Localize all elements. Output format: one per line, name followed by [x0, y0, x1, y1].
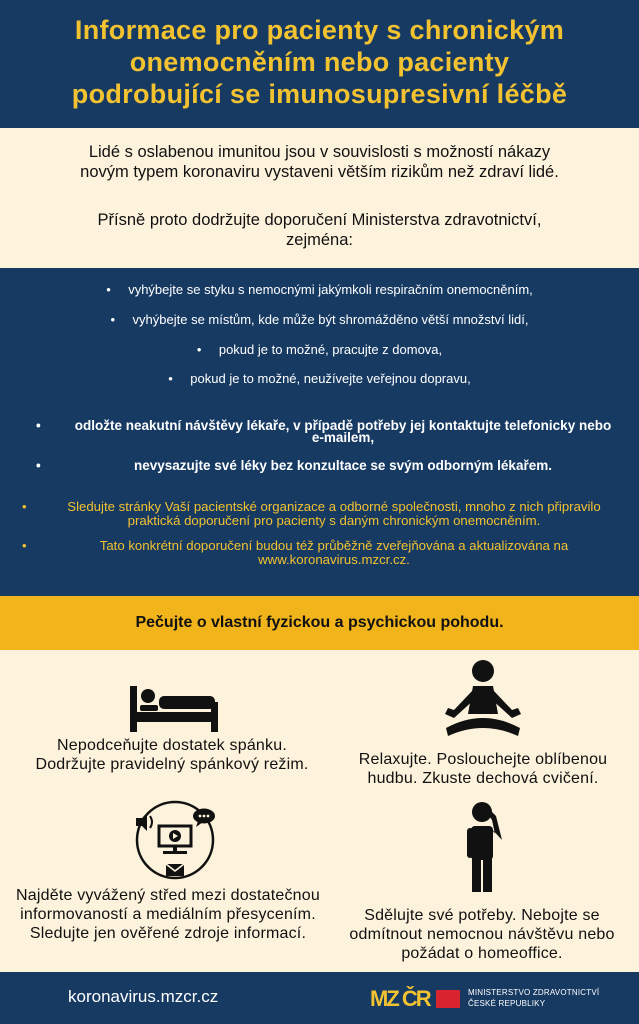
media-tip: Najděte vyvážený střed mezi dostatečnou informovaností a mediálním přesycením. Sledujte jen ověřené zdroje informací. — [16, 887, 320, 942]
intro-call-to-action: Přísně proto dodržujte doporučení Ministerstva zdravotnictví, zejména: — [97, 211, 542, 249]
header-banner — [0, 0, 639, 128]
ministry-logo-icon — [370, 986, 462, 1010]
intro-section — [0, 128, 639, 268]
title-line-3: podrobující se imunosupresivní léčbě — [71, 79, 568, 109]
care-heading: Pečujte o vlastní fyzickou a psychickou pohodu. — [135, 614, 504, 631]
intro-paragraph: Lidé s oslabenou imunitou jsou v souvislosti s možností nákazy novým typem koronaviru vystaveni větším rizikům než zdraví lidé. — [80, 143, 559, 181]
page-title — [0, 0, 639, 110]
sleep-tip: Nepodceňujte dostatek spánku. Dodržujte pravidelný spánkový režim. — [35, 737, 309, 773]
care-heading-band — [0, 596, 639, 650]
thinking-person-icon — [458, 800, 510, 894]
list-item-important: • nevysazujte své léky bez konzultace se svým odborným lékařem. — [36, 458, 552, 473]
care-section — [0, 650, 639, 972]
bed-icon — [128, 680, 220, 734]
list-item: • pokud je to možné, neužívejte veřejnou dopravu, — [168, 371, 471, 386]
list-item: • vyhýbejte se místům, kde může být shromážděno větší množství lidí, — [110, 312, 529, 327]
list-item: • pokud je to možné, pracujte z domova, — [196, 342, 443, 357]
website-link[interactable]: koronavirus.mzcr.cz — [68, 987, 219, 1006]
title-line-2: onemocněním nebo pacienty — [129, 47, 510, 77]
list-item-info: • Tato konkrétní doporučení budou též průběžně zveřejňována a aktualizována na www.koronavirus.mzcr.cz. — [22, 538, 569, 567]
needs-tip: Sdělujte své potřeby. Nebojte se odmítnout nemocnou návštěvu nebo požádat o homeoffice. — [349, 907, 615, 962]
recommendations-list — [0, 268, 639, 596]
media-icon — [130, 796, 220, 884]
title-line-1: Informace pro pacienty s chronickým — [74, 15, 565, 45]
svg-text:MZ ČR: MZ ČR — [370, 986, 430, 1010]
relax-tip: Relaxujte. Poslouchejte oblíbenou hudbu. Zkuste dechová cvičení. — [358, 751, 608, 787]
meditation-icon — [440, 658, 526, 742]
footer — [0, 972, 639, 1024]
ministry-name: MINISTERSTVO ZDRAVOTNICTVÍ ČESKÉ REPUBLIKY — [468, 988, 600, 1008]
list-item-info: • Sledujte stránky Vaší pacientské organizace a odborné společnosti, mnoho z nich připravilo praktická doporučení pro pacienty s daným chronickým onemocněním. — [22, 499, 601, 528]
list-item-important: • odložte neakutní návštěvy lékaře, v případě potřeby jej kontaktujte telefonicky nebo e-mailem, — [36, 418, 612, 445]
list-item: • vyhýbejte se styku s nemocnými jakýmkoli respiračním onemocněním, — [106, 282, 533, 297]
